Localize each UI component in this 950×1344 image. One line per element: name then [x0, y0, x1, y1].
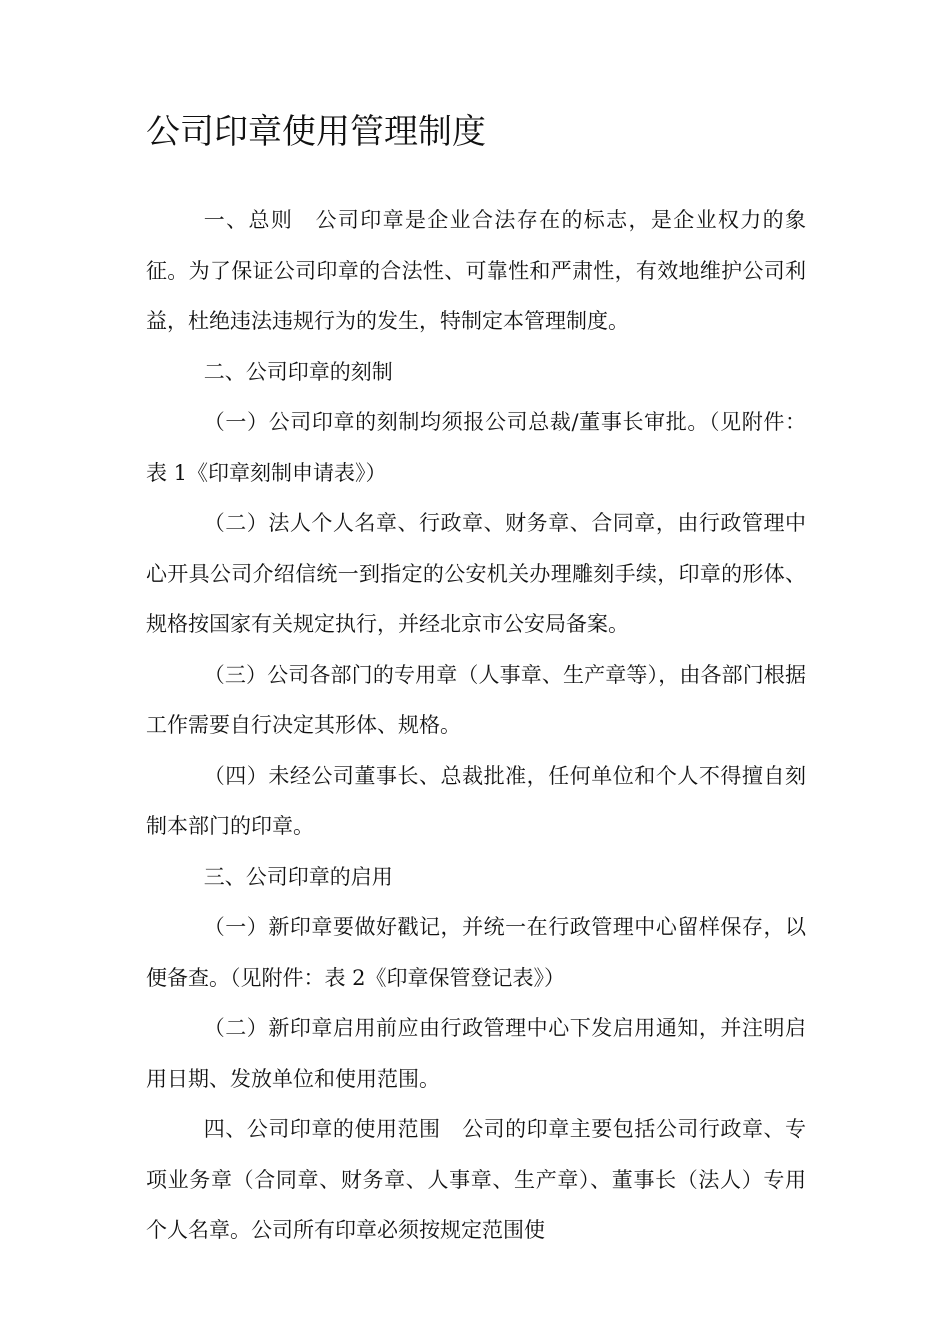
paragraph-engraving-approval: （一）公司印章的刻制均须报公司总裁/董事长审批。（见附件：表 1《印章刻制申请表》）: [146, 410, 806, 485]
paragraph-activation-notice: （二）新印章启用前应由行政管理中心下发启用通知，并注明启用日期、发放单位和使用范围。: [146, 1016, 806, 1091]
section-heading-seal-activation: 三、公司印章的启用: [203, 864, 393, 889]
document-title: 公司印章使用管理制度: [146, 112, 486, 152]
paragraph-department-seals: （三）公司各部门的专用章（人事章、生产章等），由各部门根据工作需要自行决定其形体、规格。: [146, 662, 806, 737]
paragraph-usage-scope: 四、公司印章的使用范围 公司的印章主要包括公司行政章、专项业务章（合同章、财务章、人事章、生产章）、董事长（法人）专用个人名章。公司所有印章必须按规定范围使: [146, 1117, 806, 1242]
document-body: [146, 195, 806, 1256]
paragraph-general-principles: 一、总则 公司印章是企业合法存在的标志，是企业权力的象征。为了保证公司印章的合法性、可靠性和严肃性，有效地维护公司利益，杜绝违法违规行为的发生，特制定本管理制度。: [146, 208, 806, 333]
paragraph-new-seal-record: （一）新印章要做好戳记，并统一在行政管理中心留样保存，以便备查。（见附件：表 2《印章保管登记表》）: [146, 915, 806, 990]
section-heading-seal-engraving: 二、公司印章的刻制: [203, 359, 393, 384]
paragraph-engraving-procedure: （二）法人个人名章、行政章、财务章、合同章，由行政管理中心开具公司介绍信统一到指定的公安机关办理雕刻手续，印章的形体、规格按国家有关规定执行，并经北京市公安局备案。: [146, 511, 806, 636]
paragraph-unauthorized-engraving: （四）未经公司董事长、总裁批准，任何单位和个人不得擅自刻制本部门的印章。: [146, 763, 806, 838]
